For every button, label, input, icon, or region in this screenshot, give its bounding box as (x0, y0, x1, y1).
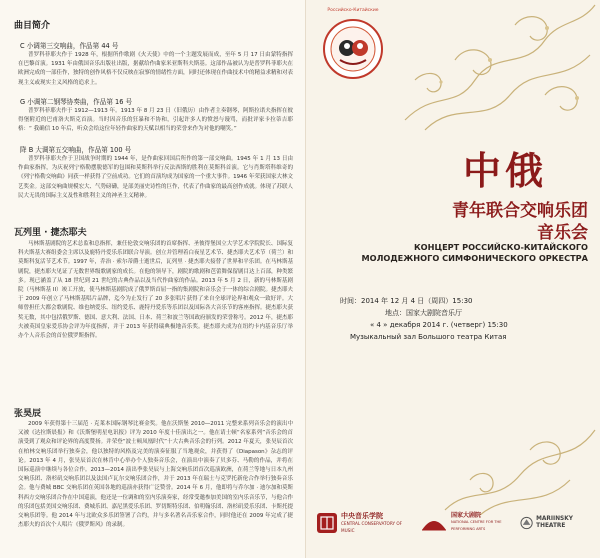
work-note-1: 普罗科菲耶夫作于 1928 年，根据所作歌剧《火天使》中的一个主题发展而成，至年 5 月 17 日由蒙特指挥在巴黎首演。1931 年由俄国音乐出版社出版，据献给作曲家米亚斯科夫斯基。这部作品被认为是普罗科菲耶夫在欧洲完成的一部佳作，独特的创作风格不仅反映在寂寥的情绪性方面，同时还体现在作曲技术中的精益求精和对表现主义或现实主义风格的追求上。 (18, 52, 293, 86)
program-heading: 曲目简介 (14, 21, 51, 31)
work-note-2: 普罗科菲耶夫作于 1912—1913 年。1913 年 8 月 23 日（旧俄历）由作者主奏钢琴，阿斯拉诺夫指挥在彼得堡附近的巴甫洛夫斯克首演。当时因音乐的狂暴和不协和，引起许多人的愤怒与谩骂，而批评家卡拉蒂吉耶格：“ 我确信 10 年后，听众会给这位年轻作曲家的天赋以相当的荣誉来作为对他的嘲笑。” (18, 108, 293, 133)
conservatory-seal-icon (316, 512, 338, 534)
festival-emblem-icon (322, 18, 384, 80)
ncpa-emblem-icon (420, 514, 448, 532)
work-note-3: 普罗科菲耶夫作于卫国战争时期的 1944 年，是作曲家回国后所作的第一部交响曲。1945 年 1 月 13 日由作曲家指挥，为庆祝列宁格勒摆脱德军的包围和莫斯科举行反法西斯的胜利在莫斯科首演。它与肖斯塔科维奇的《列宁格勒交响曲》同获一样获得了空前成功。它们的首演均成为国家的一个重大事件。1946 年荣获国家大林文艺奖金。这部交响曲规模宏大、气势磅礴，是部美丽史诗性的巨作，代表了作曲家的最高创作成就。体现了苏联人民大无畏的国际主义及性和胜利主义的神圣主义精神。 (18, 156, 293, 199)
concert-date-ru: « 4 » декабря 2014 г. (четверг) 15:30 (370, 321, 508, 329)
work-title-3: 降 B 大调第五交响曲，作品第 100 号 (20, 146, 132, 154)
concert-venue-ru: Музыкальный зал Большого театра Китая (350, 333, 507, 341)
mariinsky-name: MARIINSKY THEATRE (536, 516, 573, 529)
conductor-heading: 瓦列里 · 捷杰耶夫 (14, 228, 87, 238)
concert-subtitle-line2: 音乐会 (537, 223, 588, 243)
floral-ornament-icon (395, 0, 600, 140)
ncpa-logo (420, 512, 521, 533)
mariinsky-emblem-icon (520, 516, 533, 530)
concert-subtitle-ru-1: КОНЦЕРТ РОССИЙСКО-КИТАЙСКОГО (413, 242, 588, 252)
pianist-bio: 2009 年获得第十三届范 · 克莱本国际钢琴比赛金奖。他在沃斯堡 2010—2011 完整来系列音乐会的演出中又被《达拉斯晨报》和《沃斯堡明星电讯报》评为 2010 年度十佳演出之一。他在请士顿“名家系列”音乐会的首演受到了观众和评论界的高度赞扬。并荣登“波士顿凤凰时代”十大古典音乐会的行列。2012 年夏天，张昊辰首次在柏林交响乐团举行独奏会，他以独特的风格及完美的演奏征服了当地观众，并获得了《Diapason》杂志的评论。2013 年 4 月，张昊辰首次在林肯中心举办个人独奏音乐会，在演出中演奏了贝多芬、马勒的作品，并将在国际巡演中继续与各位合作。2013—2014 演出季张昊辰与上海交响乐团首次巡演欧洲，在荷兰等地与日本九州交响乐团、洛杉矶交响乐团以及法国卢瓦尔交响乐团合作，并于 2013 年在瑞士与克罗托新伦合作举行独奏音乐会。他与费城 BBC 交响乐团在英国各地的巡演亦获得广泛赞誉。2014 年 6 月，他即将与乔尔加 · 迪尔加和莫斯科西方交响乐团合作在中国巡演，他还是一位调和的室内乐演奏家，经常受邀参加美国的室内乐音乐节，与他合作的乐团包括美国交响乐团、费城乐团、嘉尼黑爱乐乐团、罗切斯特乐团、伯明翰乐团、洛杉矶爱乐乐团、卡斯托提交响乐团等。他 2014 年与北欧众多乐团签署了合约，并与多名著名音乐家合作，同时他还在 2009 年完成了捷杰耶夫的首次个人唱片《俄罗斯风》的录制。 (18, 421, 293, 529)
concert-title: 中俄 (462, 148, 547, 193)
conservatory-name-cn: 中央音乐学院 (341, 511, 383, 520)
concert-venue: 地点：国家大剧院音乐厅 (385, 309, 462, 317)
work-title-1: C 小调第三交响曲，作品第 44 号 (20, 42, 119, 50)
emblem-caption: Российско-Китайские (327, 8, 379, 13)
floral-ornament-bottom-icon (440, 410, 600, 520)
ncpa-name-cn: 国家大剧院 (451, 512, 482, 519)
conservatory-logo (316, 512, 411, 534)
pianist-heading: 张昊辰 (14, 409, 42, 419)
conservatory-name-en: CENTRAL CONSERVATORY OF MUSIC (341, 520, 403, 533)
concert-time: 时间：2014 年 12 月 4 日（周四）15:30 (340, 297, 473, 305)
conductor-bio: 马林斯基剧院的艺术总监和总指挥，兼任伦敦交响乐团的首席指挥、圣彼得堡国立大学艺术学院院长、国际复科夫斯基大赛组委会主席以及鹿特丹爱乐乐团联合导演。创立并管理着白夜星艺术节、捷杰耶夫艺术节（荷兰）和莫斯科复活节艺术节。1997 年，乔治 · 索尔蒂爵士逝世后，瓦列里 · 捷杰耶夫接替了世界和平乐团。在马林斯基剧院，捷杰耶夫见证了无数世界级歌剧家的成长。在他的领导下，剧院的歌剧和芭蕾舞保留剧目达上百部，种类繁多。现已涵盖了从 18 世纪到 21 世纪的古典作品以及当代作曲家的作品。2013 年 5 月 2 日，新的马林斯基剧院（马林斯基 II）竣工开放，使马林斯基剧院成了俄罗斯首屈一指的集剧院和音乐会于一体的综合剧院。捷杰耶夫于 2009 年创立了马林斯基唱片品牌，迄今为止发行了 20 多张唱片获得了来自全球评论界和观众一致好评。大师曾担任大都会歌剧院、维也纳爱乐、纽约爱乐、鹿特丹爱乐等乐团以及国际各大音乐节的客座指挥。捷杰耶夫获奖无数，其中包括俄罗斯、德国、意大利、法国、日本、荷兰和波兰等国政府颁发的荣誉称号。2012 年，捷杰耶夫被英国皇家爱乐协会评为年度指挥，并于 2013 年获得瑞典极地音乐奖。捷杰耶夫成为在纽约卡内基音乐厅举办个人音乐会的首位俄罗斯指挥。 (18, 241, 293, 340)
concert-subtitle-ru-2: МОЛОДЕЖНОГО СИМФОНИЧЕСКОГО ОРКЕСТРА (361, 253, 588, 263)
work-title-2: G 小调第二钢琴协奏曲，作品第 16 号 (20, 98, 133, 106)
ncpa-name-en: NATIONAL CENTRE FOR THE PERFORMING ARTS (451, 520, 502, 531)
mariinsky-logo (520, 516, 600, 530)
concert-subtitle-line1: 青年联合交响乐团 (452, 201, 588, 221)
